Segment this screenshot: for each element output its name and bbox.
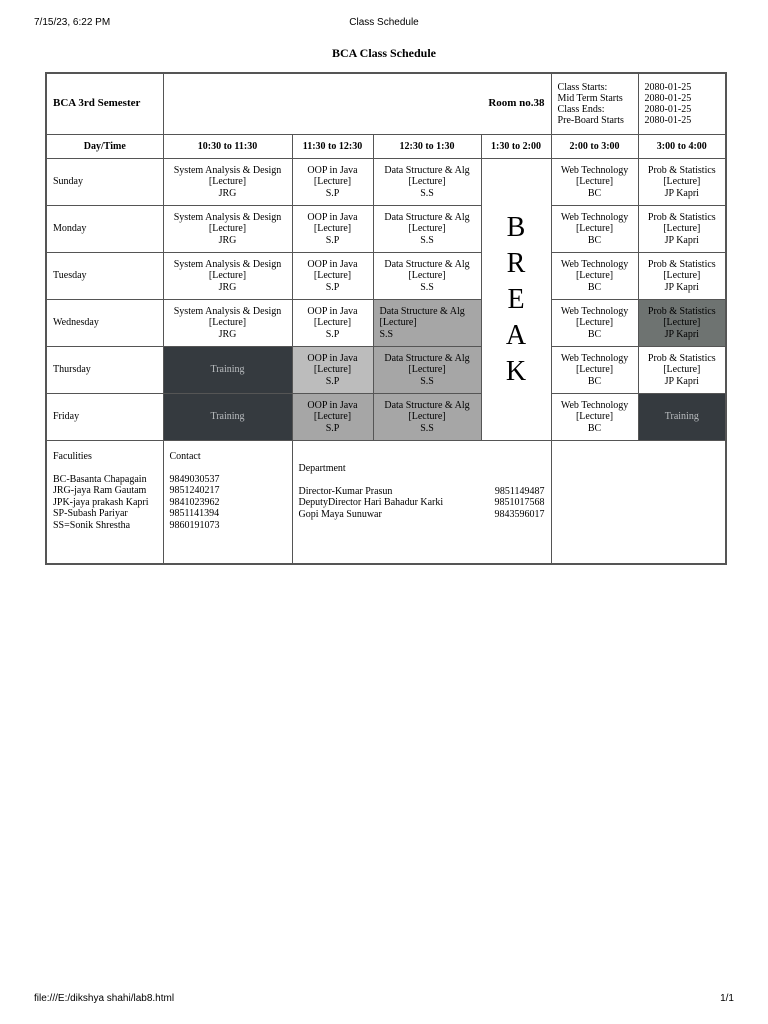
teacher: JP Kapri [664,375,699,387]
break-letter: R [506,247,526,279]
faculty-item: JPK-jaya prakash Kapri [53,496,149,508]
subject: OOP in Java [307,305,358,317]
subject: Prob & Statistics [647,211,716,223]
department-title: Department [298,463,346,474]
teacher: S.S [420,187,434,199]
subject: Data Structure & Alg [384,258,470,270]
empty-cell [551,441,726,565]
faculty-item: BC-Basanta Chapagain [53,473,147,485]
term-dates-values [638,73,726,135]
class-cell [292,300,373,347]
class-cell [638,253,726,300]
class-cell-highlighted [373,347,481,394]
subject: Prob & Statistics [647,352,716,364]
contact-title: Contact [169,451,201,462]
class-cell [551,253,638,300]
subject: OOP in Java [307,258,358,270]
class-cell [292,206,373,253]
teacher: S.S [379,328,394,340]
day-label: Friday [46,394,163,441]
teacher: S.S [420,281,434,293]
day-label: Sunday [46,159,163,206]
class-starts-value: 2080-01-25 [644,82,692,93]
teacher: S.S [420,234,434,246]
term-dates-labels [551,73,638,135]
class-cell-highlighted [373,300,481,347]
table-row [46,159,726,206]
faculties-title: Faculities [53,451,92,462]
department-phone: 9851149487 [494,485,545,497]
session-type: [Lecture] [408,411,446,423]
class-cell [163,206,292,253]
table-row [46,206,726,253]
subject: Web Technology [560,305,629,317]
class-cell [551,347,638,394]
semester-label: BCA 3rd Semester [46,73,163,135]
slot-header: 10:30 to 11:30 [163,135,292,159]
session-type: [Lecture] [379,317,417,329]
slot-header: 12:30 to 1:30 [373,135,481,159]
teacher: JRG [218,281,237,293]
print-title: Class Schedule [349,17,419,28]
session-type: [Lecture] [208,176,247,188]
contact-number: 9851240217 [169,485,220,496]
session-type: [Lecture] [408,364,446,376]
page-title: BCA Class Schedule [331,46,437,60]
print-url: file:///E:/dikshya shahi/lab8.html [34,993,175,1004]
session-type: [Lecture] [313,364,352,376]
class-cell [373,206,481,253]
subject: Data Structure & Alg [379,305,465,317]
class-cell-highlighted [373,394,481,441]
class-cell-highlighted [638,300,726,347]
session-type: [Lecture] [575,317,614,329]
subject: System Analysis & Design [173,305,282,317]
training-label: Training [210,411,245,423]
session-type: [Lecture] [663,317,701,329]
session-type: [Lecture] [575,364,614,376]
subject: Web Technology [560,164,629,176]
contact-number: 9841023962 [169,496,220,508]
faculties-cell [46,441,163,565]
table-row [46,347,726,394]
session-type: [Lecture] [313,317,352,329]
subject: Data Structure & Alg [384,211,470,223]
teacher: BC [587,234,602,246]
session-type: [Lecture] [208,223,247,235]
teacher: S.P [325,234,340,246]
subject: Data Structure & Alg [384,352,470,364]
class-cell [163,159,292,206]
class-cell [551,159,638,206]
session-type: [Lecture] [575,223,614,235]
department-name: Gopi Maya Sunuwar [298,508,382,520]
subject: OOP in Java [307,211,358,223]
subject: Data Structure & Alg [384,164,470,176]
day-label: Monday [46,206,163,253]
subject: OOP in Java [307,399,358,411]
table-row [46,394,726,441]
break-cell [481,159,551,441]
subject: Web Technology [560,211,629,223]
session-type: [Lecture] [663,364,701,376]
class-cell [292,253,373,300]
slot-header: 11:30 to 12:30 [292,135,373,159]
department-item [299,497,545,509]
contact-number: 9860191073 [169,519,220,531]
teacher: JP Kapri [664,328,699,340]
teacher: S.P [325,375,340,387]
session-type: [Lecture] [208,317,247,329]
contact-number: 9849030537 [169,473,220,485]
class-cell-highlighted [292,347,373,394]
session-type: [Lecture] [313,223,352,235]
mid-term-value: 2080-01-25 [644,93,692,104]
class-cell [373,253,481,300]
teacher: S.P [325,328,340,340]
session-type: [Lecture] [575,270,614,282]
teacher: S.S [420,375,434,387]
training-cell [163,394,292,441]
slot-header: 2:00 to 3:00 [551,135,638,159]
teacher: JRG [218,187,237,199]
table-row [46,300,726,347]
print-footer [34,993,734,1007]
subject: System Analysis & Design [173,211,282,223]
slot-header: 3:00 to 4:00 [638,135,726,159]
session-type: [Lecture] [575,176,614,188]
subject: Prob & Statistics [647,305,716,317]
break-letter: B [506,211,526,243]
class-cell-highlighted [292,394,373,441]
print-datetime: 7/15/23, 6:22 PM [34,17,111,28]
pre-board-value: 2080-01-25 [644,115,692,126]
department-item [299,509,545,521]
teacher: S.S [420,422,434,434]
teacher: BC [587,422,602,434]
department-phone: 9843596017 [494,508,545,520]
teacher: JP Kapri [664,234,699,246]
class-cell [163,253,292,300]
class-cell [638,347,726,394]
session-type: [Lecture] [663,176,701,188]
break-label [488,210,545,390]
contact-cell [163,441,292,565]
schedule-top-row [46,73,726,135]
session-type: [Lecture] [408,270,446,282]
session-type: [Lecture] [313,270,352,282]
session-type: [Lecture] [575,411,614,423]
class-cell [163,300,292,347]
footer-row [46,441,726,565]
teacher: S.P [325,187,340,199]
faculty-item: SS=Sonik Shrestha [53,519,131,531]
teacher: JP Kapri [664,281,699,293]
time-header-row [46,135,726,159]
class-ends-label: Class Ends: [557,104,605,115]
faculty-item: SP-Subash Pariyar [53,508,128,519]
department-item [299,486,545,498]
department-name: DeputyDirector Hari Bahadur Karki [298,497,444,508]
class-cell [551,394,638,441]
training-label: Training [210,364,245,376]
session-type: [Lecture] [313,176,352,188]
table-row [46,253,726,300]
teacher: BC [587,328,602,340]
mid-term-label: Mid Term Starts [557,93,623,104]
subject: Prob & Statistics [647,164,716,176]
teacher: JP Kapri [664,187,699,199]
page-number: 1/1 [720,993,734,1004]
class-cell [551,206,638,253]
print-header [34,17,734,31]
subject: OOP in Java [307,352,358,364]
break-letter: K [505,355,527,387]
class-cell [638,206,726,253]
training-cell [638,394,726,441]
subject: Prob & Statistics [647,258,716,270]
subject: OOP in Java [307,164,358,176]
room-label: Room no.38 [163,73,551,135]
subject: System Analysis & Design [173,164,282,176]
day-label: Tuesday [46,253,163,300]
teacher: S.P [325,281,340,293]
break-letter: E [507,283,525,315]
teacher: BC [587,187,602,199]
slot-header: 1:30 to 2:00 [481,135,551,159]
subject: Web Technology [560,352,629,364]
subject: Web Technology [560,399,629,411]
session-type: [Lecture] [408,223,446,235]
session-type: [Lecture] [313,411,352,423]
training-cell [163,347,292,394]
teacher: S.P [325,422,340,434]
session-type: [Lecture] [208,270,247,282]
subject: Web Technology [560,258,629,270]
class-ends-value: 2080-01-25 [644,104,692,115]
class-cell [292,159,373,206]
teacher: BC [587,375,602,387]
class-cell [373,159,481,206]
pre-board-label: Pre-Board Starts [557,115,624,126]
class-starts-label: Class Starts: [557,82,608,93]
subject: Data Structure & Alg [384,399,470,411]
faculty-item: JRG-jaya Ram Gautam [53,485,147,496]
department-name: Director-Kumar Prasun [298,485,393,497]
schedule-table [45,72,727,565]
class-cell [638,159,726,206]
contact-number: 9851141394 [169,508,220,519]
break-letter: A [505,319,527,351]
session-type: [Lecture] [663,270,701,282]
teacher: JRG [218,234,237,246]
department-phone: 9851017568 [494,497,545,508]
day-time-header: Day/Time [46,135,163,159]
training-label: Training [664,411,699,423]
department-cell [292,441,551,565]
subject: System Analysis & Design [173,258,282,270]
class-cell [551,300,638,347]
day-label: Thursday [46,347,163,394]
teacher: JRG [218,328,237,340]
day-label: Wednesday [46,300,163,347]
session-type: [Lecture] [408,176,446,188]
teacher: BC [587,281,602,293]
session-type: [Lecture] [663,223,701,235]
